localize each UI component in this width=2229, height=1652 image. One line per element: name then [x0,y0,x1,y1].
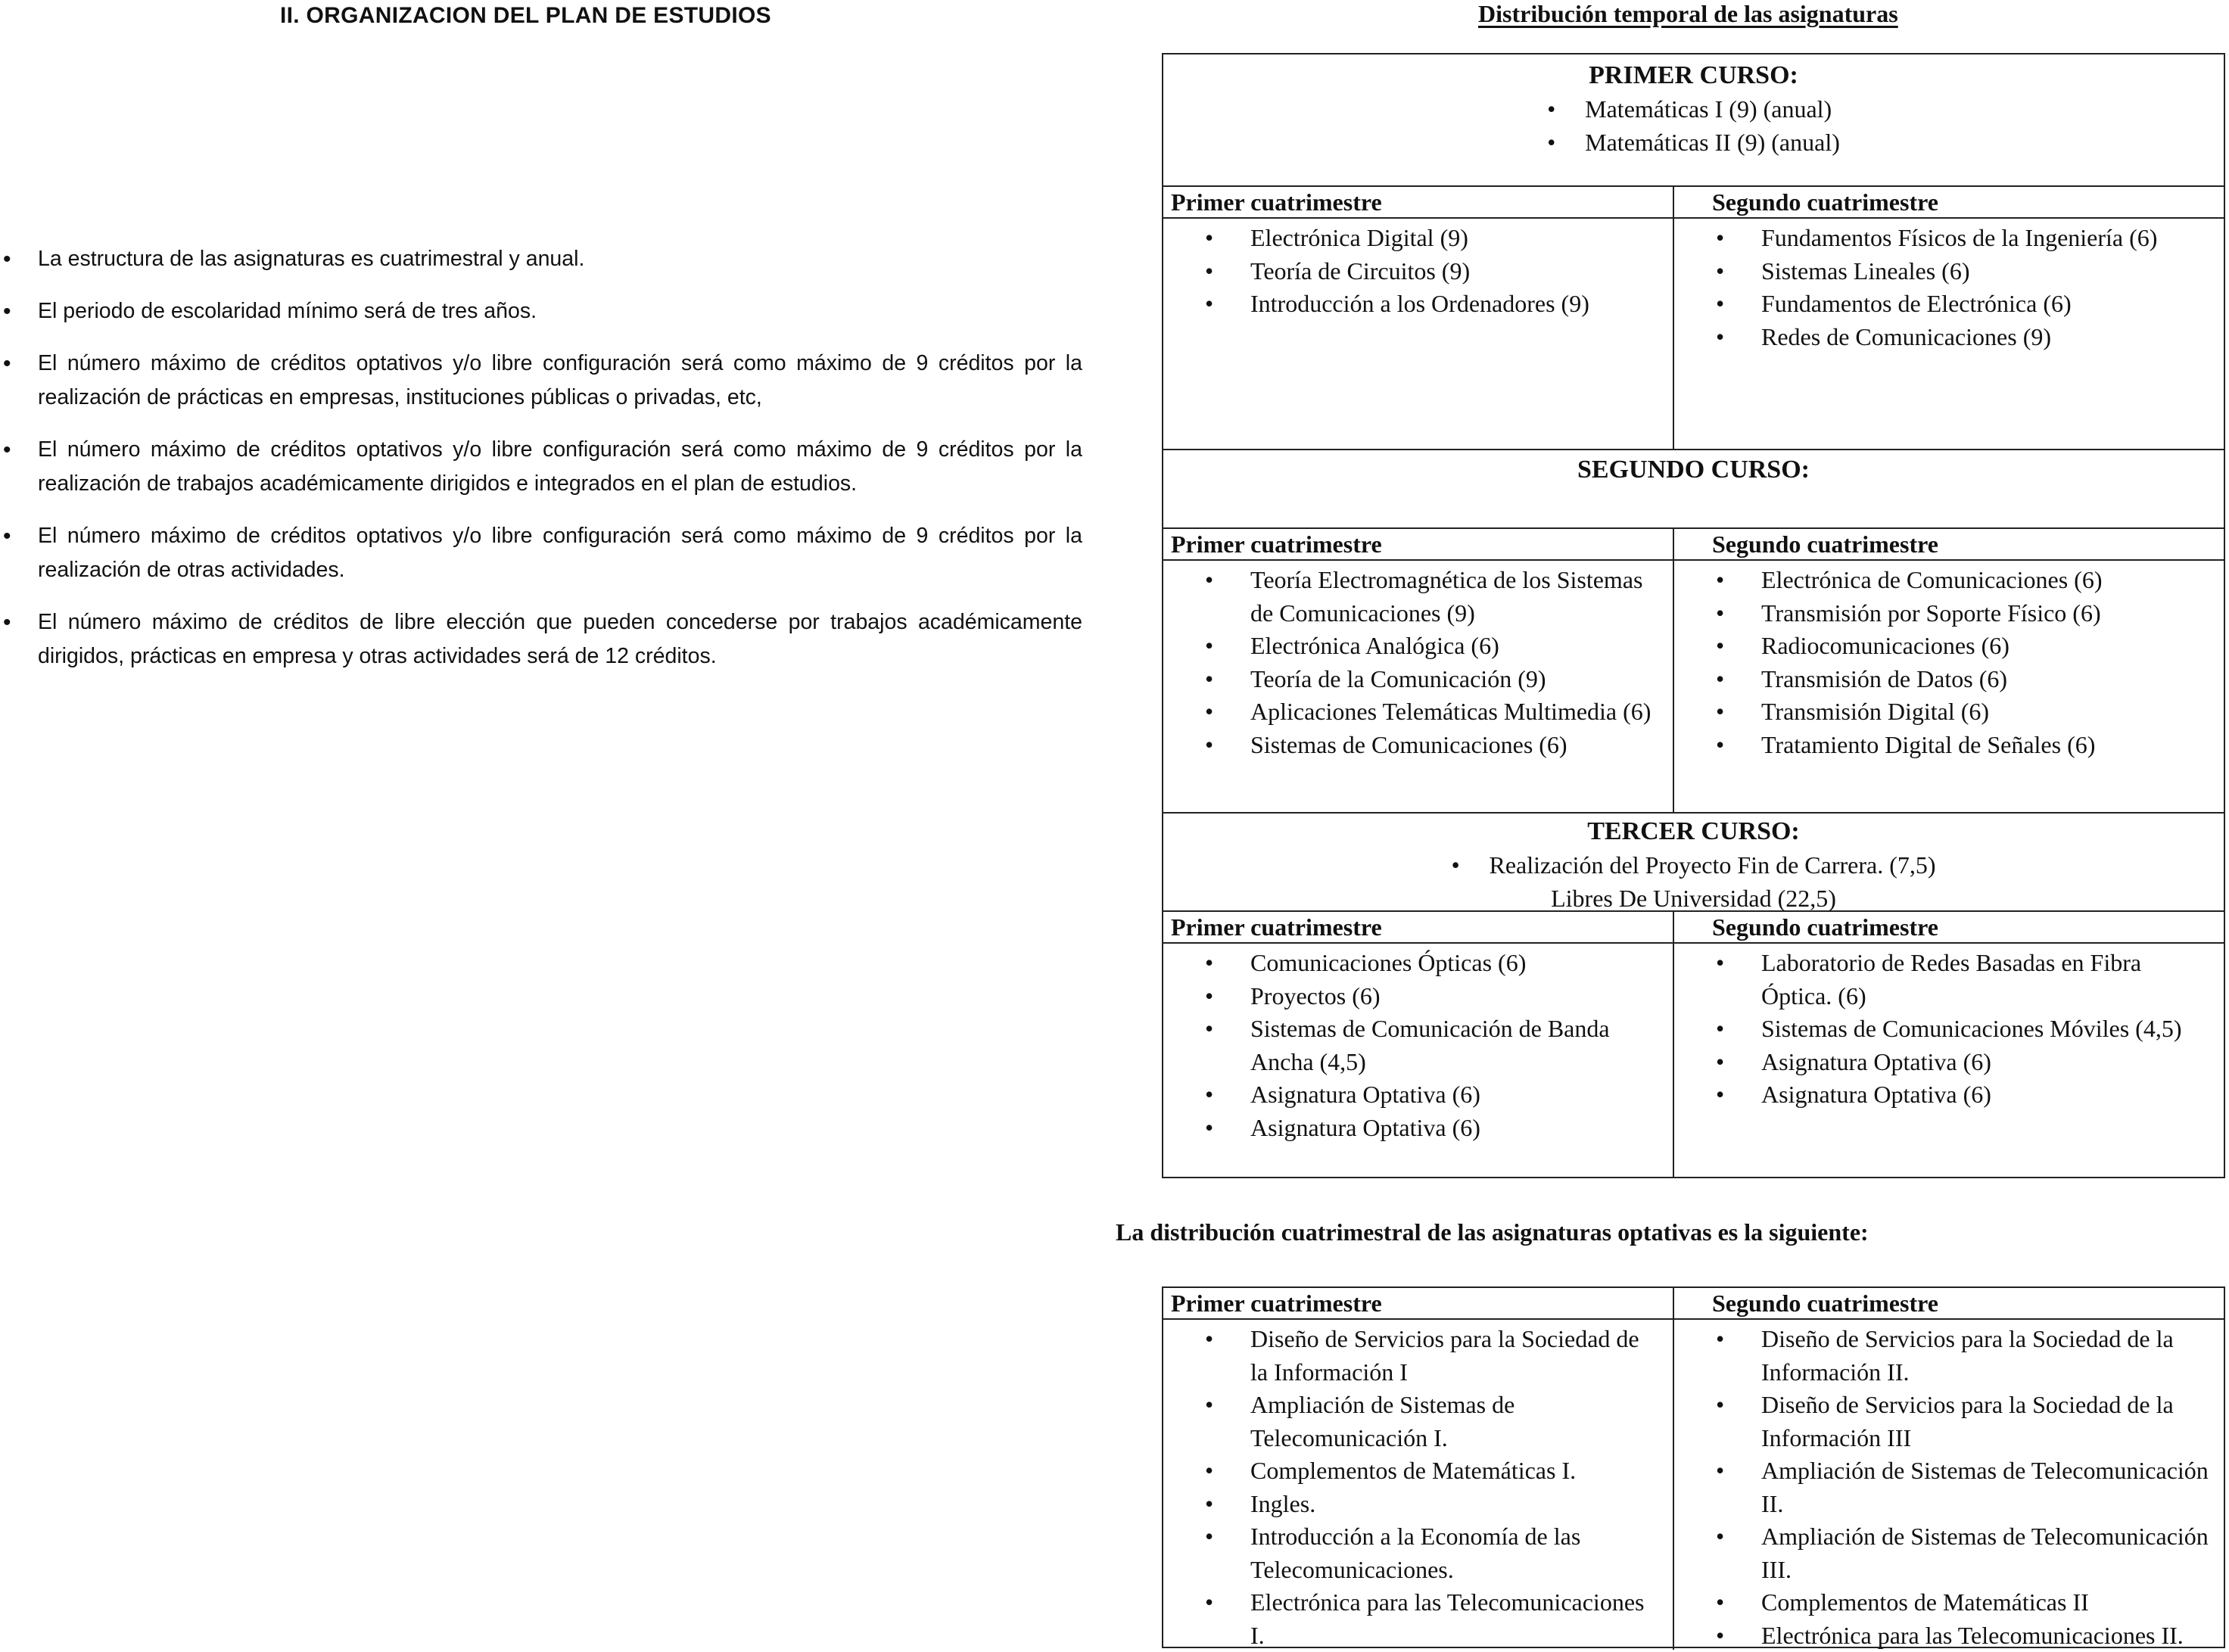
subject-item: • Fundamentos Físicos de la Ingeniería (6) [1674,222,2224,255]
subject-item: • Diseño de Servicios para la Sociedad de la Información I [1163,1323,1673,1389]
subject-item: • Transmisión por Soporte Físico (6) [1674,597,2224,630]
subject-item: • Transmisión de Datos (6) [1674,663,2224,696]
subject-item: • Asignatura Optativa (6) [1163,1078,1673,1112]
subject-item: • Sistemas Lineales (6) [1674,255,2224,288]
first-semester-subjects [1163,561,1674,812]
subject-item: • Fundamentos de Electrónica (6) [1674,288,2224,321]
subject-item: • Asignatura Optativa (6) [1674,1046,2224,1079]
annual-subject: • Matemáticas I (9) (anual) [1547,92,1840,126]
subject-item: • Ingles. [1163,1488,1673,1521]
annual-subject: • Realización del Proyecto Fin de Carrera. (7,5) [1452,848,1936,882]
subject-item: • Complementos de Matemáticas I. [1163,1454,1673,1488]
second-semester-optional [1674,1320,2224,1650]
annual-subjects [1452,848,1936,882]
second-semester-subjects [1674,944,2224,1177]
rule-item: • El número máximo de créditos optativos y/o libre configuración será como máximo de 9 créditos por la realización de otras actividades. [0,519,1082,587]
rule-item: • El número máximo de créditos optativos y/o libre configuración será como máximo de 9 créditos por la realización de prácticas en empresas, instituciones públicas o privadas, etc, [0,347,1082,415]
second-semester-subjects [1674,561,2224,812]
subject-item: • Transmisión Digital (6) [1674,695,2224,729]
rule-item: • El número máximo de créditos de libre elección que pueden concederse por trabajos académicamente dirigidos, prácticas en empresa y otras actividades será de 12 créditos. [0,605,1082,674]
subject-item: • Electrónica Digital (9) [1163,222,1673,255]
subject-item: • Sistemas de Comunicaciones Móviles (4,5) [1674,1013,2224,1046]
subject-item: • Asignatura Optativa (6) [1674,1078,2224,1112]
subject-item: • Teoría de la Comunicación (9) [1163,663,1673,696]
subject-item: • Sistemas de Comunicación de Banda Ancha (4,5) [1163,1013,1673,1078]
first-semester-header: Primer cuatrimestre [1163,187,1674,217]
subject-item: • Sistemas de Comunicaciones (6) [1163,729,1673,762]
subject-item: • Aplicaciones Telemáticas Multimedia (6) [1163,695,1673,729]
subject-item: • Introducción a los Ordenadores (9) [1163,288,1673,321]
semester-header-row [1163,187,2224,219]
year-header-third [1163,814,2224,912]
subject-item: • Electrónica para las Telecomunicaciones I. [1163,1586,1673,1652]
second-semester-header: Segundo cuatrimestre [1674,912,2224,942]
subject-item: • Ampliación de Sistemas de Telecomunicación III. [1674,1520,2224,1586]
year-title: SEGUNDO CURSO: [1163,453,2224,487]
second-semester-header: Segundo cuatrimestre [1674,529,2224,559]
organization-rules-list [0,242,1082,692]
subject-item: • Laboratorio de Redes Basadas en Fibra Óptica. (6) [1674,947,2224,1013]
distribution-title: Distribución temporal de las asignaturas [1478,0,1898,28]
year-title: PRIMER CURSO: [1163,59,2224,92]
optional-subjects-row [1163,1320,2224,1650]
second-semester-header: Segundo cuatrimestre [1674,187,2224,217]
year-header-first [1163,54,2224,187]
annual-subjects [1547,92,1840,159]
year-title: TERCER CURSO: [1163,815,2224,848]
subject-item: • Ampliación de Sistemas de Telecomunicación I. [1163,1389,1673,1454]
second-semester-subjects [1674,219,2224,449]
rule-item: • El periodo de escolaridad mínimo será de tres años. [0,294,1082,328]
annual-subject: • Matemáticas II (9) (anual) [1547,126,1840,159]
subject-item: • Teoría Electromagnética de los Sistemas de Comunicaciones (9) [1163,564,1673,630]
subject-item: • Electrónica Analógica (6) [1163,630,1673,663]
subject-item: • Electrónica de Comunicaciones (6) [1674,564,2224,597]
subject-item: • Ampliación de Sistemas de Telecomunicación II. [1674,1454,2224,1520]
year-header-second [1163,450,2224,529]
rule-item: • El número máximo de créditos optativos y/o libre configuración será como máximo de 9 créditos por la realización de trabajos académicamente dirigidos e integrados en el plan de estudios. [0,433,1082,501]
first-semester-optional [1163,1320,1674,1650]
subject-item: • Diseño de Servicios para la Sociedad de la Información III [1674,1389,2224,1454]
first-semester-subjects [1163,944,1674,1177]
semester-header-row [1163,912,2224,944]
semester-header-row [1163,529,2224,561]
first-semester-header: Primer cuatrimestre [1163,529,1674,559]
second-semester-header: Segundo cuatrimestre [1674,1288,2224,1318]
first-semester-subjects [1163,219,1674,449]
section-title: II. ORGANIZACION DEL PLAN DE ESTUDIOS [280,3,771,29]
semester-subjects-row [1163,219,2224,450]
semester-subjects-row [1163,561,2224,814]
rule-item: • La estructura de las asignaturas es cuatrimestral y anual. [0,242,1082,276]
subject-item: • Complementos de Matemáticas II [1674,1586,2224,1619]
subject-item: • Electrónica para las Telecomunicaciones II. [1674,1619,2224,1652]
semester-subjects-row [1163,944,2224,1177]
subject-item: • Asignatura Optativa (6) [1163,1112,1673,1145]
semester-header-row [1163,1288,2224,1320]
subject-item: • Teoría de Circuitos (9) [1163,255,1673,288]
subject-item: • Diseño de Servicios para la Sociedad de la Información II. [1674,1323,2224,1389]
first-semester-header: Primer cuatrimestre [1163,1288,1674,1318]
schedule-table [1162,53,2225,1178]
subject-item: • Redes de Comunicaciones (9) [1674,321,2224,354]
optional-subjects-table [1162,1286,2225,1648]
free-credits-note: Libres De Universidad (22,5) [1163,882,2224,915]
subject-item: • Introducción a la Economía de las Telecomunicaciones. [1163,1520,1673,1586]
optional-subjects-intro: La distribución cuatrimestral de las asignaturas optativas es la siguiente: [1116,1218,1869,1246]
first-semester-header: Primer cuatrimestre [1163,912,1674,942]
subject-item: • Proyectos (6) [1163,980,1673,1013]
subject-item: • Radiocomunicaciones (6) [1674,630,2224,663]
subject-item: • Tratamiento Digital de Señales (6) [1674,729,2224,762]
subject-item: • Comunicaciones Ópticas (6) [1163,947,1673,980]
